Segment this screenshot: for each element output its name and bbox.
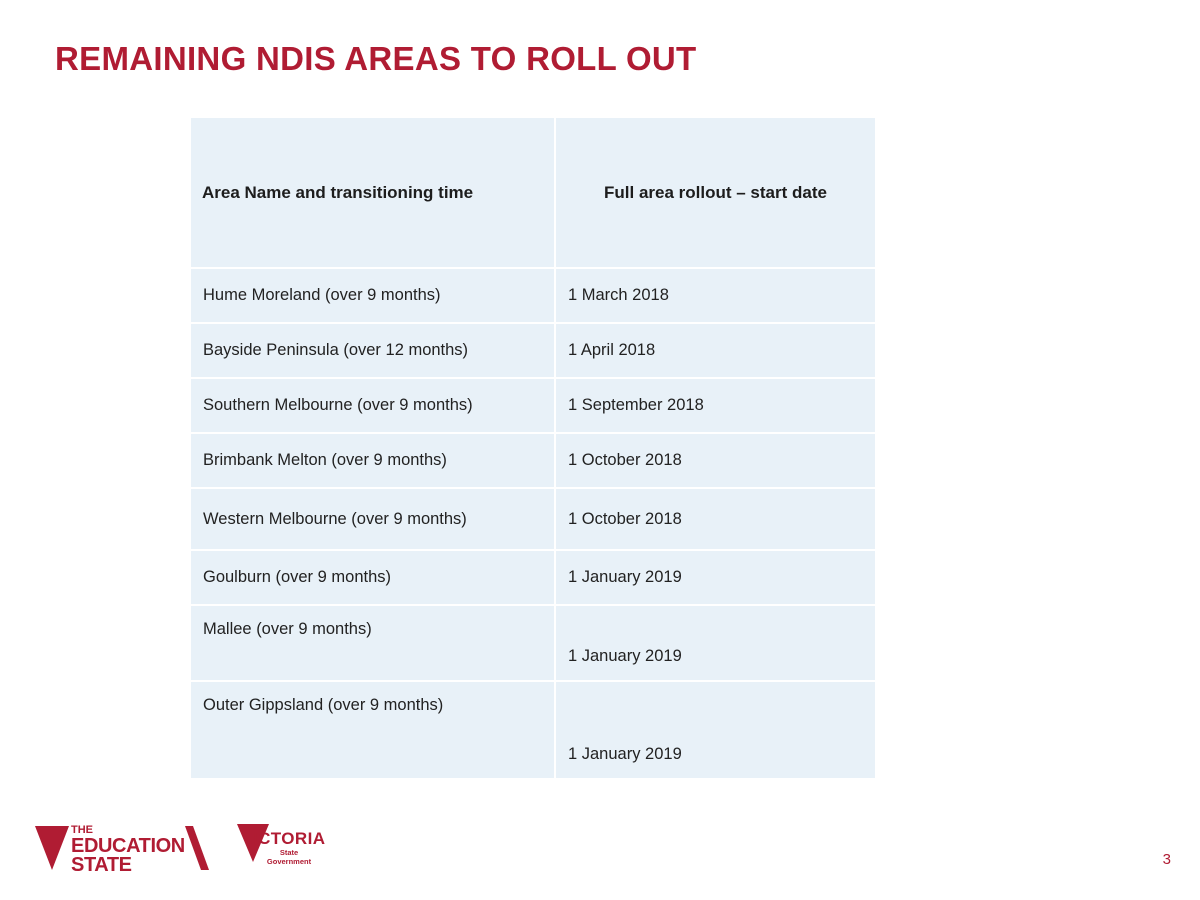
svg-text:State: State: [279, 848, 299, 857]
column-header-area: Area Name and transitioning time: [190, 117, 555, 268]
cell-date: 1 January 2019: [555, 605, 876, 681]
svg-text:STATE: STATE: [71, 854, 132, 874]
column-header-date: Full area rollout – start date: [555, 117, 876, 268]
cell-area: Western Melbourne (over 9 months): [190, 488, 555, 550]
table-row: [190, 550, 876, 605]
table-header-row: [190, 117, 876, 268]
cell-area: Southern Melbourne (over 9 months): [190, 378, 555, 433]
table-row: [190, 323, 876, 378]
cell-date: 1 September 2018: [555, 378, 876, 433]
table-row: [190, 433, 876, 488]
cell-area: Brimbank Melton (over 9 months): [190, 433, 555, 488]
cell-area: Goulburn (over 9 months): [190, 550, 555, 605]
cell-date: 1 April 2018: [555, 323, 876, 378]
table-header: [190, 117, 876, 268]
cell-date: 1 March 2018: [555, 268, 876, 323]
victoria-state-government-logo: [235, 818, 340, 874]
the-education-state-logo: [33, 818, 211, 874]
table-body: [190, 268, 876, 779]
cell-date: 1 January 2019: [555, 681, 876, 779]
ndis-rollout-table: [189, 116, 877, 780]
svg-text:EDUCATION: EDUCATION: [71, 835, 185, 857]
page-number: 3: [1162, 851, 1171, 868]
table-row: [190, 605, 876, 681]
cell-area: Bayside Peninsula (over 12 months): [190, 323, 555, 378]
logo-group: [33, 818, 340, 874]
table-row: [190, 681, 876, 779]
cell-area: Outer Gippsland (over 9 months): [190, 681, 555, 779]
cell-date: 1 January 2019: [555, 550, 876, 605]
svg-text:Government: Government: [266, 857, 312, 866]
cell-date: 1 October 2018: [555, 488, 876, 550]
table-row: [190, 378, 876, 433]
svg-text:THE: THE: [71, 824, 93, 836]
cell-area: Hume Moreland (over 9 months): [190, 268, 555, 323]
page-title: REMAINING NDIS AREAS TO ROLL OUT: [55, 40, 697, 77]
table-row: [190, 488, 876, 550]
table-row: [190, 268, 876, 323]
cell-area: Mallee (over 9 months): [190, 605, 555, 681]
svg-text:ICTORIA: ICTORIA: [253, 829, 326, 848]
cell-date: 1 October 2018: [555, 433, 876, 488]
